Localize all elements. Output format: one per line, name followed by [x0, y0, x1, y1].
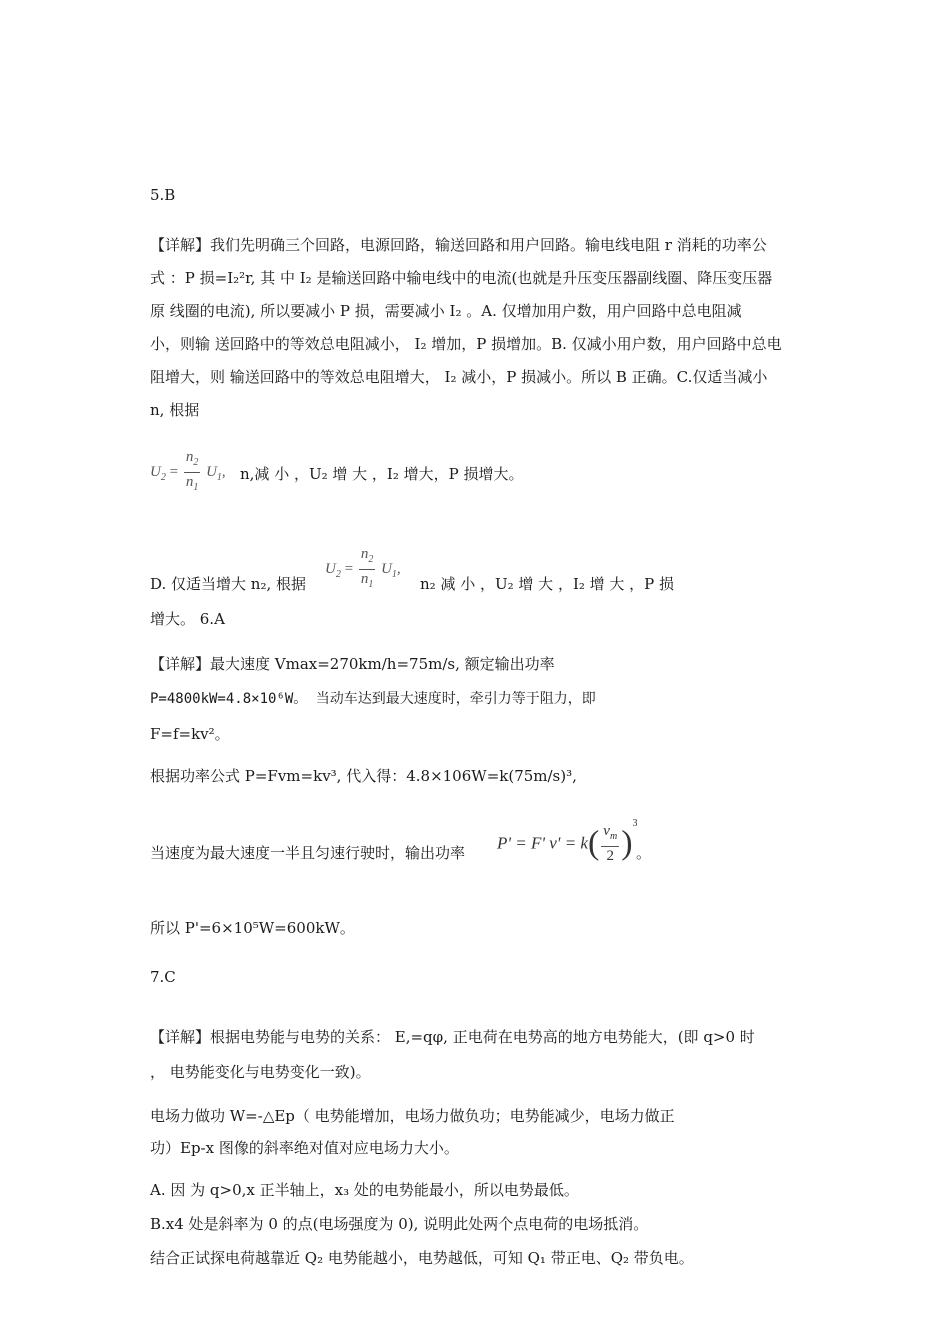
section7-line-5: A. 因 为 q>0,x 正半轴上，x₃ 处的电势能最小，所以电势最低。: [150, 1181, 579, 1199]
formula-power-half-speed: P' = F' v' = k( $\frac{v_m}{2}$ )$^3$: [497, 818, 638, 864]
section6-line-3: F=f=kv²。: [150, 725, 230, 743]
section7-line-6: B.x4 处是斜率为 0 的点(电场强度为 0), 说明此处两个点电荷的电场抵消。: [150, 1215, 649, 1233]
answer-7: 7.C: [150, 968, 176, 986]
section5-line-2: 式 ：P 损=I₂²r, 其 中 I₂ 是输送回路中输电线中的电流(也就是升压变压器副线圈、降压变压器: [150, 269, 773, 287]
section7-line-7: 结合正试探电荷越靠近 Q₂ 电势能越小，电势越低，可知 Q₁ 带正电、Q₂ 带负电。: [150, 1249, 694, 1267]
section6-line-6: 所以 P'=6×10⁵W=600kW。: [150, 919, 355, 937]
answer-5: 5.B: [150, 186, 176, 204]
section5-line-4: 小，则输 送回路中的等效总电阻减小， I₂ 增加，P 损增加。B. 仅减小用户数，用户回路中总电: [150, 335, 782, 353]
formula-u2-ratio-2: $U_2$ = $\frac{n_2}{n_1}$ $U_1$,: [325, 546, 401, 590]
section5-d-end: 增大。 6.A: [150, 610, 225, 628]
section5-d-head: D. 仅适当增大 n₂, 根据: [150, 575, 307, 593]
section5-line-5: 阻增大，则 输送回路中的等效总电阻增大， I₂ 减小，P 损减小。所以 B 正确。C.仅适当减小: [150, 368, 768, 386]
section7-line-2: ， 电势能变化与电势变化一致)。: [150, 1063, 371, 1081]
section5-line-1: 【详解】我们先明确三个回路，电源回路，输送回路和用户回路。输电线电阻 r 消耗的功率公: [150, 236, 767, 254]
section5-line-6: n, 根据: [150, 401, 200, 419]
section7-line-4: 功）Ep-x 图像的斜率绝对值对应电场力大小。: [150, 1139, 459, 1157]
section5-line-3: 原 线圈的电流), 所以要减小 P 损，需要减小 I₂ 。A. 仅增加用户数，用户回路中总电阻减: [150, 302, 742, 320]
section5-c-tail: n,减 小 ，U₂ 增 大 ，I₂ 增大，P 损增大。: [240, 465, 524, 483]
section6-line-4: 根据功率公式 P=Fvm=kv³, 代入得：4.8×106W=k(75m/s)³,: [150, 767, 577, 785]
section6-line-5-end: 。: [636, 844, 652, 862]
formula-u2-ratio-1: $U_2$ = $\frac{n_2}{n_1}$ $U_1$,: [150, 449, 226, 493]
section6-line-2: P=4800kW=4.8×10⁶W。 当动车达到最大速度时，牵引力等于阻力，即: [150, 691, 596, 707]
section7-line-1: 【详解】根据电势能与电势的关系： E,=qφ, 正电荷在电势高的地方电势能大，(即 q>0 时: [150, 1028, 755, 1046]
section6-line-5: 当速度为最大速度一半且匀速行驶时，输出功率: [150, 844, 466, 862]
section5-d-tail: n₂ 减 小 ，U₂ 增 大 ，I₂ 增 大 ，P 损: [420, 575, 675, 593]
section7-line-3: 电场力做功 W=-△Ep（ 电势能增加，电场力做负功；电势能减少，电场力做正: [150, 1107, 675, 1125]
section6-line-1: 【详解】最大速度 Vmax=270km/h=75m/s, 额定输出功率: [150, 655, 555, 673]
